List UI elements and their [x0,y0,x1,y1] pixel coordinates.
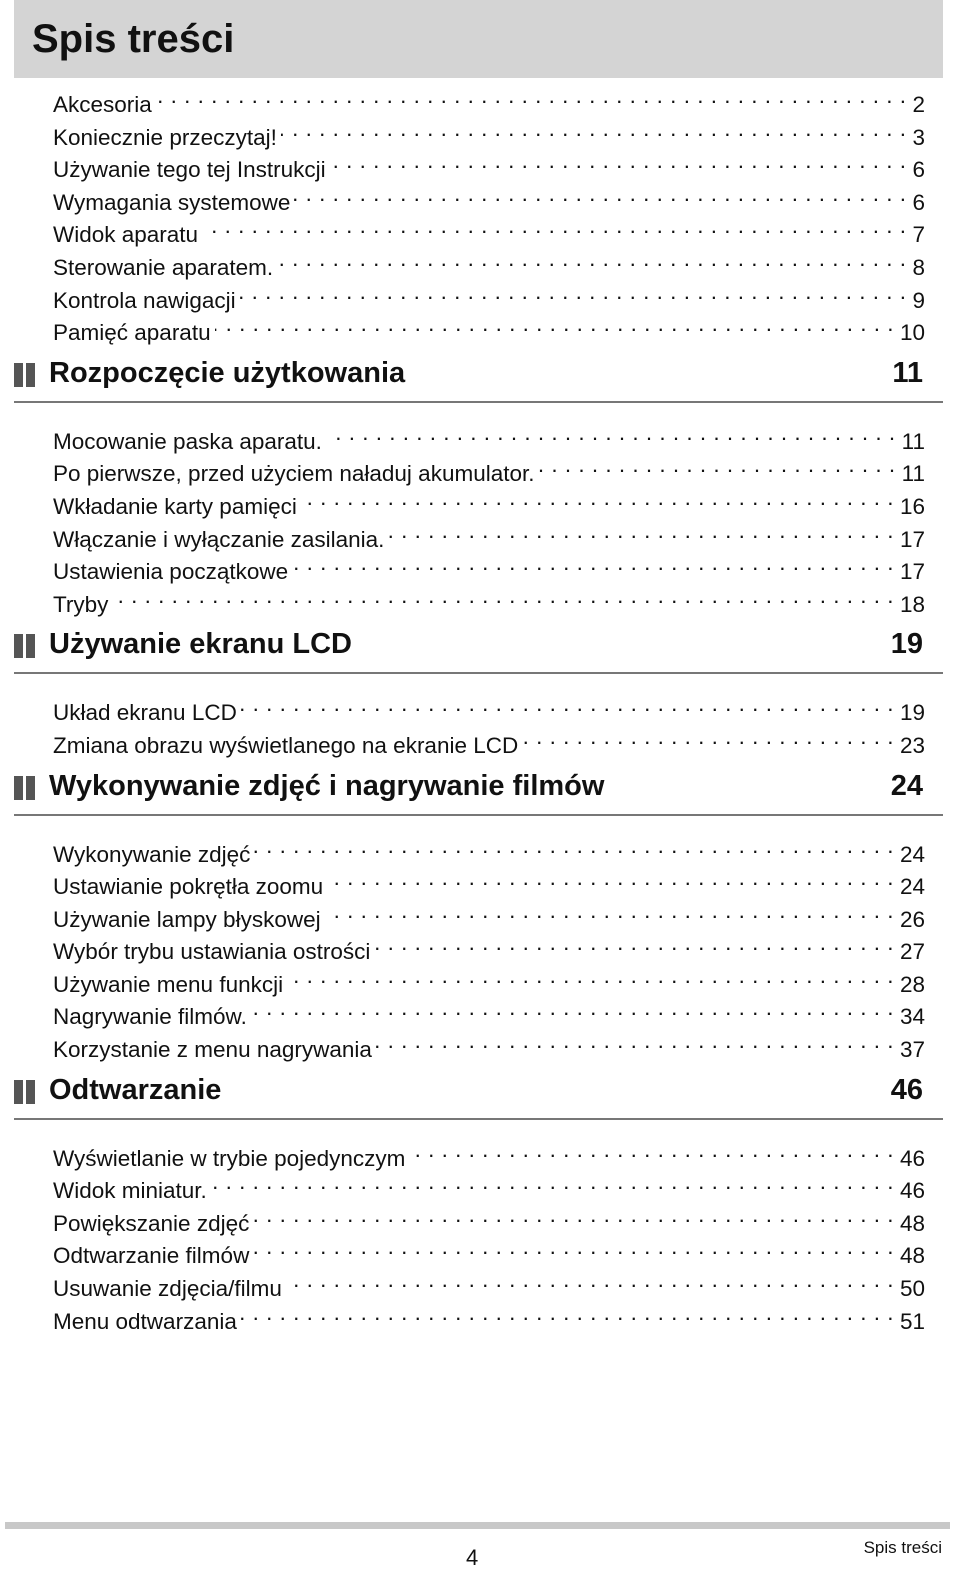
toc-entry-page: 48 [899,1210,925,1236]
toc-entry-page: 3 [912,124,925,150]
section-header[interactable] [14,341,943,417]
dot-leader [326,417,896,449]
toc-entry-label: Akcesoria [53,92,152,117]
dot-leader [251,992,894,1024]
toc-entry[interactable] [53,830,925,867]
toc-entry-page: 2 [912,92,925,117]
toc-entry-label: Pamięć aparatu [53,320,211,346]
dot-leader [287,960,894,992]
section-page: 19 [890,628,923,661]
toc-entry-label: Zmiana obrazu wyświetlanego na ekranie LCD [53,732,519,758]
section-heading: Odtwarzanie [49,1073,222,1106]
toc-entry[interactable] [53,1297,925,1334]
toc-entry[interactable] [53,113,925,150]
toc-entry-page: 34 [899,1004,925,1030]
toc-list [0,80,960,1334]
toc-entry-page: 24 [899,841,925,867]
dot-leader [253,1199,894,1231]
toc-entry-page: 7 [912,222,925,248]
toc-entry-page: 6 [912,189,925,215]
dot-leader [281,113,907,145]
page-title: Spis treści [32,17,235,61]
toc-entry[interactable] [53,1231,925,1269]
dot-leader [325,895,894,927]
toc-entry-label: Nagrywanie filmów. [53,1004,247,1030]
section-header[interactable] [14,754,943,830]
toc-entry[interactable] [53,276,925,313]
toc-entry[interactable] [53,992,925,1030]
toc-entry-page: 6 [912,157,925,183]
toc-entry-page: 17 [899,526,925,552]
dot-leader [112,580,894,612]
toc-entry-label: Sterowanie aparatem. [53,254,274,280]
toc-entry[interactable] [53,580,925,617]
toc-entry-page: 8 [912,254,925,280]
toc-entry-label: Powiększanie zdjęć [53,1210,250,1236]
toc-entry-page: 23 [899,732,925,758]
toc-entry-label: Widok miniatur. [53,1178,207,1204]
footer-section-label: Spis treści [863,1538,942,1557]
dot-leader [241,1297,894,1329]
dot-leader [215,308,894,340]
toc-entry[interactable] [53,80,925,117]
section-marker-icon [14,776,36,800]
dot-leader [211,1166,894,1198]
toc-entry[interactable] [53,895,925,932]
dot-leader [286,1264,894,1296]
toc-entry-page: 18 [899,591,925,617]
dot-leader [330,145,907,177]
toc-entry-label: Widok aparatu [53,222,199,248]
toc-entry-label: Kontrola nawigacji [53,287,236,313]
toc-entry-page: 16 [899,493,925,519]
toc-entry[interactable] [53,1199,925,1236]
dot-leader [254,830,894,862]
toc-entry-label: Koniecznie przeczytaj! [53,124,277,150]
toc-entry-label: Wkładanie karty pamięci [53,493,297,519]
toc-entry[interactable] [53,862,925,900]
toc-entry-page: 51 [899,1308,925,1334]
section-rule [14,1118,943,1120]
dot-leader [294,178,906,210]
section-header[interactable] [14,1058,943,1134]
toc-entry[interactable] [53,721,925,758]
toc-entry-label: Ustawienia początkowe [53,559,289,585]
dot-leader [539,449,896,481]
toc-entry-label: Usuwanie zdjęcia/filmu [53,1276,282,1302]
toc-entry-label: Używanie menu funkcji [53,971,284,997]
toc-entry-page: 19 [899,700,925,726]
toc-entry-page: 11 [901,461,925,487]
toc-entry-page: 28 [899,971,925,997]
dot-leader [241,688,894,720]
toc-entry-label: Wykonywanie zdjęć [53,841,251,867]
dot-leader [301,482,894,514]
toc-entry[interactable] [53,178,925,215]
toc-entry-label: Układ ekranu LCD [53,700,237,726]
toc-entry[interactable] [53,243,925,280]
toc-entry[interactable] [53,1134,925,1171]
toc-entry[interactable] [53,482,925,519]
toc-entry-label: Wybór trybu ustawiania ostrości [53,939,371,965]
dot-leader [277,243,906,275]
section-page: 24 [890,769,923,802]
dot-leader [522,721,894,753]
dot-leader [374,927,894,959]
section-marker-icon [14,363,36,387]
toc-entry-page: 10 [899,320,925,346]
toc-entry-label: Po pierwsze, przed użyciem naładuj akumulator. [53,461,535,487]
dot-leader [327,862,894,894]
section-marker-icon [14,1080,36,1104]
toc-entry-page: 50 [899,1276,925,1302]
toc-entry-label: Używanie lampy błyskowej [53,906,321,932]
section-rule [14,401,943,403]
toc-entry-label: Wyświetlanie w trybie pojedynczym [53,1145,406,1171]
toc-entry-page: 27 [899,939,925,965]
toc-entry-label: Korzystanie z menu nagrywania [53,1037,372,1063]
toc-entry[interactable] [53,1166,925,1204]
toc-entry-label: Tryby [53,591,109,617]
toc-entry-label: Wymagania systemowe [53,189,291,215]
toc-entry[interactable] [53,210,925,248]
toc-entry-page: 37 [899,1037,925,1063]
toc-entry[interactable] [53,927,925,965]
toc-entry-page: 46 [899,1145,925,1171]
dot-leader [376,1025,894,1057]
dot-leader [156,80,907,112]
toc-entry-label: Używanie tego tej Instrukcji [53,157,326,183]
toc-entry-page: 26 [899,906,925,932]
toc-entry[interactable] [53,145,925,183]
section-heading: Rozpoczęcie użytkowania [49,356,406,389]
toc-entry[interactable] [53,449,925,487]
section-rule [14,672,943,674]
toc-entry[interactable] [53,1264,925,1302]
section-heading: Wykonywanie zdjęć i nagrywanie filmów [49,769,605,802]
toc-entry-label: Odtwarzanie filmów [53,1243,250,1269]
toc-entry[interactable] [53,308,925,346]
dot-leader [202,210,906,242]
toc-entry[interactable] [53,960,925,997]
section-marker-icon [14,634,36,658]
dot-leader [409,1134,894,1166]
toc-entry[interactable] [53,515,925,552]
toc-entry-page: 48 [899,1243,925,1269]
toc-entry-page: 24 [899,874,925,900]
footer-rule [5,1522,950,1529]
footer-page-number: 4 [466,1545,479,1570]
dot-leader [240,276,907,308]
dot-leader [253,1231,894,1263]
toc-entry[interactable] [53,547,925,585]
toc-entry-label: Ustawianie pokrętła zoomu [53,874,324,900]
toc-entry[interactable] [53,1025,925,1063]
toc-entry[interactable] [53,688,925,726]
toc-entry-page: 46 [899,1178,925,1204]
toc-entry-page: 11 [901,428,925,454]
title-bar [14,0,943,78]
dot-leader [292,547,894,579]
toc-entry-label: Mocowanie paska aparatu. [53,428,322,454]
section-page: 46 [890,1073,923,1106]
dot-leader [388,515,894,547]
toc-entry-page: 9 [912,287,925,313]
section-rule [14,814,943,816]
toc-entry[interactable] [53,417,925,454]
section-header[interactable] [14,612,943,688]
toc-entry-label: Menu odtwarzania [53,1308,237,1334]
toc-entry-label: Włączanie i wyłączanie zasilania. [53,526,385,552]
toc-entry-page: 17 [899,559,925,585]
section-heading: Używanie ekranu LCD [49,628,352,661]
section-page: 11 [892,356,923,389]
